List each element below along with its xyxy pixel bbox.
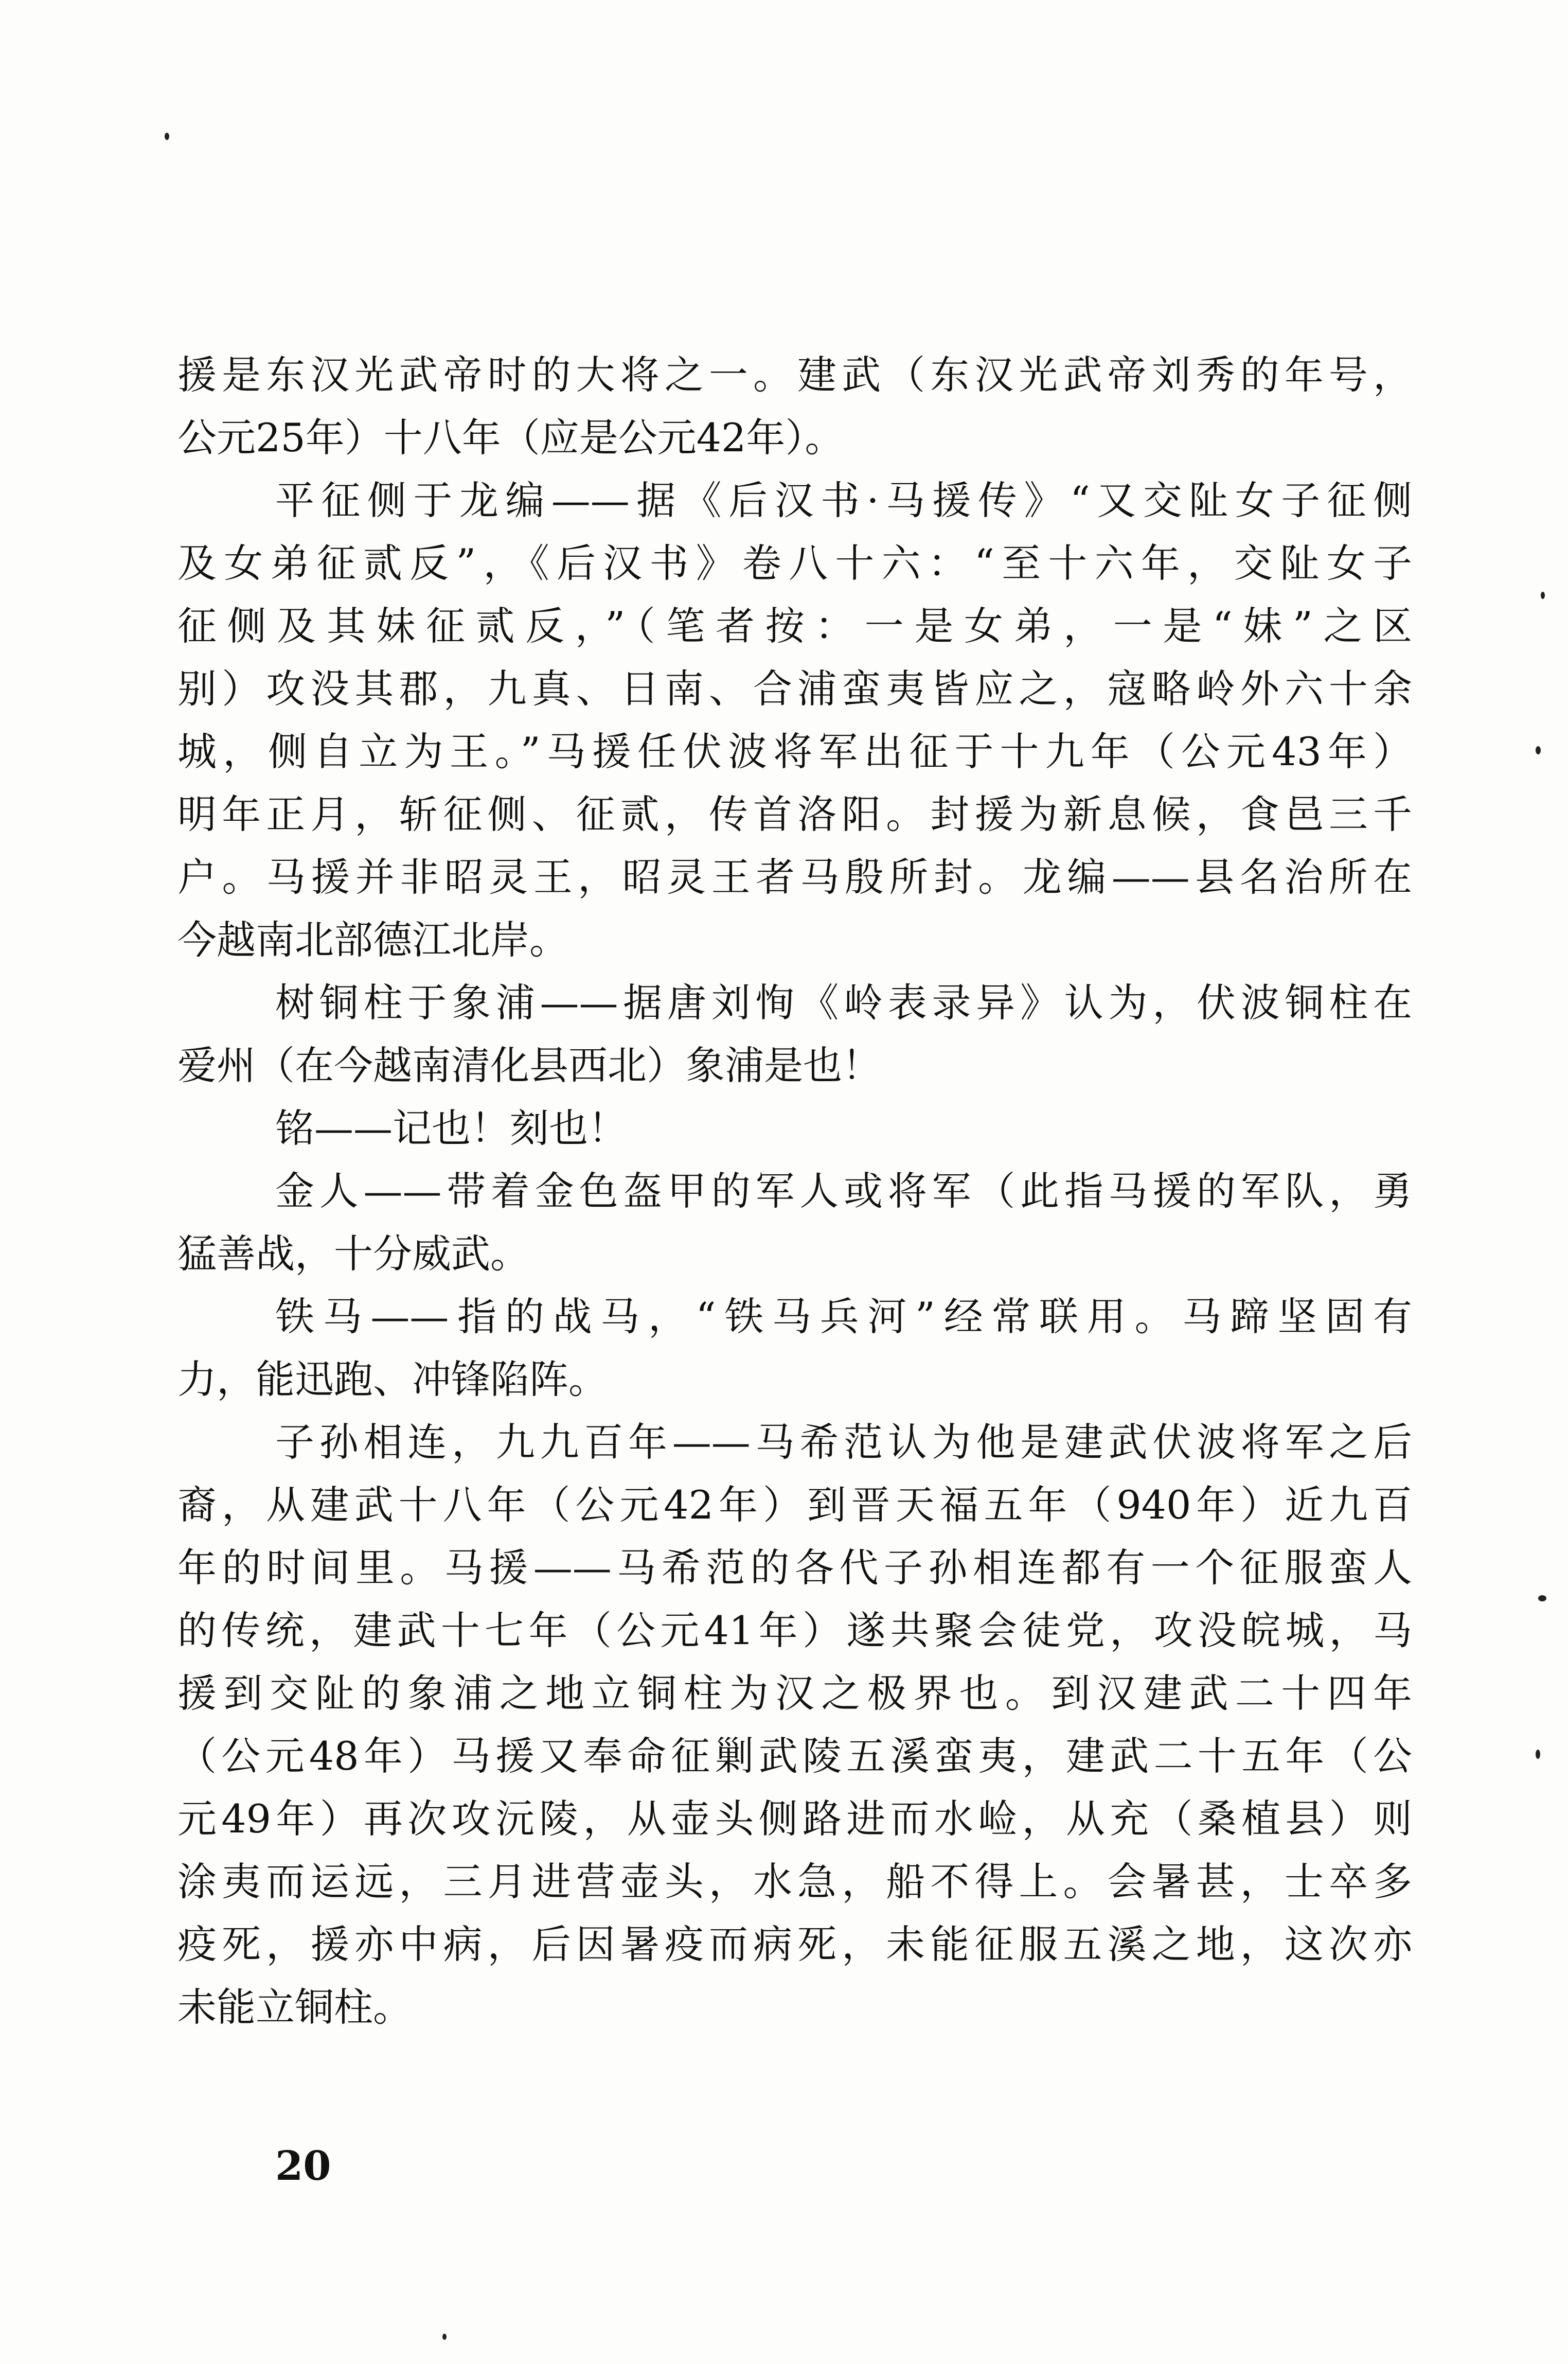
scan-speck xyxy=(1538,1595,1546,1601)
text-line: 铭——记也！刻也！ xyxy=(275,1105,627,1151)
text-line: 征侧及其妹征贰反，”（笔者按：一是女弟，一是“妹”之区 xyxy=(177,603,1412,649)
text-line: 金人——带着金色盔甲的军人或将军（此指马援的军队，勇 xyxy=(275,1168,1412,1214)
text-line: 援到交阯的象浦之地立铜柱为汉之极界也。到汉建武二十四年 xyxy=(177,1670,1412,1716)
text-line: 疫死，援亦中病，后因暑疫而病死，未能征服五溪之地，这次亦 xyxy=(177,1921,1412,1967)
text-line: 元49年）再次攻沅陵，从壶头侧路进而水崄，从充（桑植县）则 xyxy=(177,1796,1412,1842)
scan-speck xyxy=(165,133,169,140)
text-line: 子孙相连，九九百年——马希范认为他是建武伏波将军之后 xyxy=(275,1419,1412,1465)
page-number: 20 xyxy=(275,2143,331,2190)
text-line: 爱州（在今越南清化县西北）象浦是也！ xyxy=(177,1043,881,1088)
text-line: 平征侧于龙编——据《后汉书·马援传》“又交阯女子征侧 xyxy=(275,478,1412,523)
text-line: （公元48年）马援又奉命征剿武陵五溪蛮夷，建武二十五年（公 xyxy=(177,1733,1412,1779)
text-line: 力，能迅跑、冲锋陷阵。 xyxy=(177,1356,608,1402)
text-line: 城，侧自立为王。”马援任伏波将军出征于十九年（公元43年） xyxy=(177,729,1412,774)
text-line: 猛善战，十分威武。 xyxy=(177,1231,529,1277)
text-line: 裔，从建武十八年（公元42年）到晋天福五年（940年）近九百 xyxy=(177,1482,1412,1528)
text-line: 的传统，建武十七年（公元41年）遂共聚会徒党，攻没皖城，马 xyxy=(177,1608,1412,1653)
text-line: 明年正月，斩征侧、征贰，传首洛阳。封援为新息候，食邑三千 xyxy=(177,791,1412,837)
text-line: 今越南北部德江北岸。 xyxy=(177,917,568,963)
text-line: 树铜柱于象浦——据唐刘恂《岭表录异》认为，伏波铜柱在 xyxy=(275,980,1412,1026)
scan-speck xyxy=(1536,1750,1540,1759)
text-line: 铁马——指的战马，“铁马兵河”经常联用。马蹄坚固有 xyxy=(275,1294,1412,1339)
text-line: 涂夷而运远，三月进营壶头，水急，船不得上。会暑甚，士卒多 xyxy=(177,1859,1412,1904)
text-line: 年的时间里。马援——马希范的各代子孙相连都有一个征服蛮人 xyxy=(177,1545,1412,1591)
text-line: 户。马援并非昭灵王，昭灵王者马殷所封。龙编——县名治所在 xyxy=(177,854,1412,900)
text-line: 公元25年）十八年（应是公元42年）。 xyxy=(177,415,844,461)
scan-speck xyxy=(1536,746,1541,754)
text-line: 及女弟征贰反”，《后汉书》卷八十六：“至十六年，交阯女子 xyxy=(177,540,1412,586)
text-line: 别）攻没其郡，九真、日南、合浦蛮夷皆应之，寇略岭外六十余 xyxy=(177,666,1412,712)
text-line: 未能立铜柱。 xyxy=(177,1984,412,2030)
scan-speck xyxy=(1541,592,1545,599)
scan-speck xyxy=(442,2334,447,2340)
text-line: 援是东汉光武帝时的大将之一。建武（东汉光武帝刘秀的年号， xyxy=(177,352,1412,398)
